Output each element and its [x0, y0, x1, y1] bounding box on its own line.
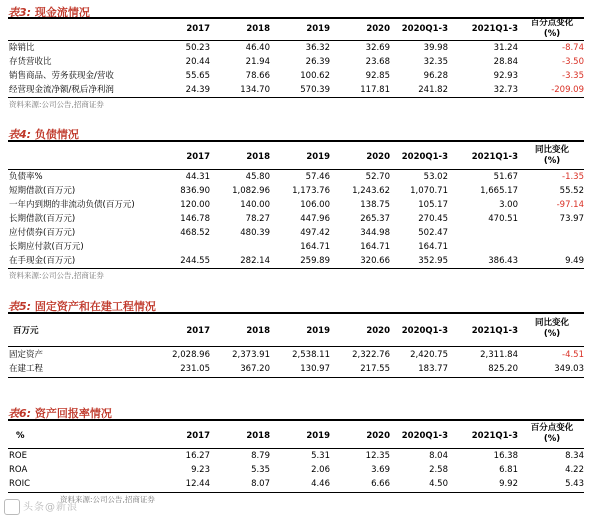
- t5-cell: 231.05: [180, 364, 210, 374]
- t4-cell: 1,665.17: [480, 186, 518, 196]
- t5-col-2021q13: 2021Q1-3: [471, 326, 518, 336]
- t3-change-cell: -3.50: [562, 57, 584, 67]
- t4-row-label: 负债率%: [9, 172, 43, 182]
- t6-cell: 12.35: [365, 451, 390, 461]
- t3-change-l1: 百分点变化: [530, 18, 574, 28]
- t3-change-cell: -3.35: [562, 71, 584, 81]
- t4-header-rule: [8, 169, 584, 170]
- t3-source: 资料来源:公司公告,招商证券: [9, 100, 104, 109]
- t5-change-l1: 同比变化: [534, 318, 569, 328]
- t3-row-label: 存货营收比: [9, 57, 52, 67]
- t4-cell: 1,070.71: [410, 186, 448, 196]
- t4-cell: 1,082.96: [232, 186, 270, 196]
- t6-cell: 9.23: [191, 465, 210, 475]
- t4-col-2019: 2019: [306, 152, 330, 162]
- t3-row-label: 除销比: [9, 43, 35, 53]
- t4-cell: 53.02: [423, 172, 448, 182]
- t4-cell: 480.39: [240, 228, 270, 238]
- t5-col-change: [520, 318, 584, 340]
- t4-row-label: 在手现金(百万元): [9, 256, 76, 266]
- t6-col-change: [520, 423, 584, 445]
- t4-cell: 164.71: [300, 242, 330, 252]
- t6-cell: 6.66: [371, 479, 390, 489]
- table5-top-rule: [8, 312, 584, 314]
- table3-title-text: 现金流情况: [34, 6, 90, 19]
- t4-cell: 1,243.62: [352, 186, 390, 196]
- t4-cell: 44.31: [185, 172, 210, 182]
- t3-cell: 32.69: [365, 43, 390, 53]
- t4-cell: 105.17: [418, 200, 448, 210]
- t3-cell: 21.94: [245, 57, 270, 67]
- t3-change-l2: (%): [543, 29, 561, 39]
- t5-cell: 2,311.84: [480, 350, 518, 360]
- t6-row-label: ROE: [9, 451, 27, 461]
- t5-row-label: 固定资产: [9, 350, 44, 360]
- table5-number: 表5:: [8, 300, 32, 313]
- t3-col-2020: 2020: [366, 24, 390, 34]
- table3-number: 表3:: [8, 6, 32, 19]
- table4-title-text: 负债情况: [34, 128, 79, 141]
- t4-cell: 502.47: [418, 228, 448, 238]
- t4-col-change: [520, 145, 584, 167]
- t6-bottom-rule: [8, 492, 584, 493]
- t5-cell: 2,420.75: [410, 350, 448, 360]
- t3-cell: 92.93: [493, 71, 518, 81]
- t6-col-2021q13: 2021Q1-3: [471, 431, 518, 441]
- t4-cell: 164.71: [418, 242, 448, 252]
- t6-cell: 4.50: [429, 479, 448, 489]
- t4-row-label: 长期应付款(百万元): [9, 242, 84, 252]
- t5-bottom-rule: [8, 377, 584, 378]
- t6-change-l1: 百分点变化: [530, 423, 574, 433]
- t5-cell: 2,538.11: [292, 350, 330, 360]
- table4-number: 表4:: [8, 128, 32, 141]
- t4-row-label: 应付债券(百万元): [9, 228, 76, 238]
- t5-header-rule: [8, 346, 584, 347]
- t3-row-label: 经营现金流净额/税后净利润: [9, 85, 114, 95]
- t4-col-2020q13: 2020Q1-3: [401, 152, 448, 162]
- t3-cell: 28.84: [493, 57, 518, 67]
- t4-cell: 386.43: [488, 256, 518, 266]
- t6-cell: 16.27: [185, 451, 210, 461]
- table3-top-rule: [8, 17, 584, 19]
- t4-change-cell: 9.49: [565, 256, 584, 266]
- t6-cell: 8.79: [251, 451, 270, 461]
- t3-row-label: 销售商品、劳务获现金/营收: [9, 71, 114, 81]
- t4-cell: 836.90: [180, 186, 210, 196]
- t6-header-rule: [8, 448, 584, 449]
- t3-col-2021q13: 2021Q1-3: [471, 24, 518, 34]
- t4-cell: 282.14: [240, 256, 270, 266]
- watermark-text: 头条@新浪: [23, 502, 78, 513]
- t4-change-cell: 55.52: [559, 186, 584, 196]
- t4-change-l1: 同比变化: [534, 145, 569, 155]
- t6-col-2020q13: 2020Q1-3: [401, 431, 448, 441]
- t6-cell: 2.06: [311, 465, 330, 475]
- t4-row-label: 长期借款(百万元): [9, 214, 76, 224]
- t4-cell: 120.00: [180, 200, 210, 210]
- t6-col-2020: 2020: [366, 431, 390, 441]
- t6-cell: 5.35: [251, 465, 270, 475]
- t4-cell: 497.42: [300, 228, 330, 238]
- t5-cell: 2,322.76: [352, 350, 390, 360]
- t6-change-cell: 8.34: [565, 451, 584, 461]
- t5-row-label: 在建工程: [9, 364, 44, 374]
- t3-cell: 32.35: [423, 57, 448, 67]
- t4-cell: 344.98: [360, 228, 390, 238]
- t4-cell: 52.70: [365, 172, 390, 182]
- t4-cell: 51.67: [493, 172, 518, 182]
- table6-title-text: 资产回报率情况: [34, 407, 112, 420]
- watermark: [4, 498, 78, 515]
- t5-unit-label: 百万元: [13, 326, 39, 336]
- t4-row-label: 一年内到期的非流动负债(百万元): [9, 200, 135, 210]
- t6-change-cell: 5.43: [565, 479, 584, 489]
- t3-cell: 32.73: [493, 85, 518, 95]
- t3-cell: 134.70: [240, 85, 270, 95]
- t3-col-change: [520, 18, 584, 40]
- t4-cell: 57.46: [305, 172, 330, 182]
- t5-cell: 2,373.91: [232, 350, 270, 360]
- t3-change-cell: -209.09: [551, 85, 584, 95]
- t3-col-2017: 2017: [186, 24, 210, 34]
- t5-cell: 183.77: [418, 364, 448, 374]
- t3-cell: 92.85: [365, 71, 390, 81]
- t6-cell: 6.81: [499, 465, 518, 475]
- t5-col-2019: 2019: [306, 326, 330, 336]
- t4-cell: 447.96: [300, 214, 330, 224]
- t4-col-2021q13: 2021Q1-3: [471, 152, 518, 162]
- watermark-logo-icon: [4, 499, 20, 515]
- t4-source: 资料来源:公司公告,招商证券: [9, 271, 104, 280]
- t3-cell: 46.40: [245, 43, 270, 53]
- t4-col-2018: 2018: [246, 152, 270, 162]
- t5-col-2020q13: 2020Q1-3: [401, 326, 448, 336]
- t6-col-2018: 2018: [246, 431, 270, 441]
- t6-col-2017: 2017: [186, 431, 210, 441]
- t3-col-2019: 2019: [306, 24, 330, 34]
- table5-title-text: 固定资产和在建工程情况: [34, 300, 156, 313]
- t4-cell: 270.45: [418, 214, 448, 224]
- t5-cell: 130.97: [300, 364, 330, 374]
- t5-change-cell: -4.51: [562, 350, 584, 360]
- t6-source: 资料来源:公司公告,招商证券: [60, 495, 155, 504]
- t6-cell: 16.38: [493, 451, 518, 461]
- t6-cell: 9.92: [499, 479, 518, 489]
- t5-cell: 367.20: [240, 364, 270, 374]
- t4-cell: 3.00: [499, 200, 518, 210]
- t4-cell: 265.37: [360, 214, 390, 224]
- t6-cell: 8.07: [251, 479, 270, 489]
- t6-cell: 8.04: [429, 451, 448, 461]
- t3-cell: 23.68: [365, 57, 390, 67]
- t4-cell: 352.95: [418, 256, 448, 266]
- table6-number: 表6:: [8, 407, 32, 420]
- t3-header-rule: [8, 40, 584, 41]
- t3-cell: 117.81: [360, 85, 390, 95]
- t3-cell: 20.44: [185, 57, 210, 67]
- t5-col-2018: 2018: [246, 326, 270, 336]
- t4-cell: 140.00: [240, 200, 270, 210]
- t6-cell: 2.58: [429, 465, 448, 475]
- t5-change-cell: 349.03: [554, 364, 584, 374]
- t6-change-cell: 4.22: [565, 465, 584, 475]
- t4-change-cell: -1.35: [562, 172, 584, 182]
- t5-cell: 825.20: [488, 364, 518, 374]
- t3-col-2020q13: 2020Q1-3: [401, 24, 448, 34]
- t4-col-2017: 2017: [186, 152, 210, 162]
- t4-cell: 259.89: [300, 256, 330, 266]
- t4-cell: 106.00: [300, 200, 330, 210]
- t4-change-cell: -97.14: [556, 200, 584, 210]
- t4-cell: 45.80: [245, 172, 270, 182]
- t5-cell: 217.55: [360, 364, 390, 374]
- t6-col-2019: 2019: [306, 431, 330, 441]
- t3-cell: 24.39: [185, 85, 210, 95]
- t4-row-label: 短期借款(百万元): [9, 186, 76, 196]
- t3-cell: 31.24: [493, 43, 518, 53]
- t4-cell: 138.75: [360, 200, 390, 210]
- t4-cell: 78.27: [245, 214, 270, 224]
- t3-cell: 39.98: [423, 43, 448, 53]
- t3-change-cell: -8.74: [562, 43, 584, 53]
- t4-cell: 320.66: [360, 256, 390, 266]
- t3-cell: 241.82: [418, 85, 448, 95]
- t4-change-l2: (%): [543, 156, 561, 166]
- t3-cell: 570.39: [300, 85, 330, 95]
- t4-col-2020: 2020: [366, 152, 390, 162]
- t3-cell: 100.62: [300, 71, 330, 81]
- t4-bottom-rule: [8, 268, 584, 269]
- t6-row-label: ROIC: [9, 479, 31, 489]
- t6-cell: 3.69: [371, 465, 390, 475]
- t5-col-2017: 2017: [186, 326, 210, 336]
- t3-cell: 96.28: [423, 71, 448, 81]
- t3-bottom-rule: [8, 97, 584, 98]
- t5-change-l2: (%): [543, 329, 561, 339]
- t4-cell: 468.52: [180, 228, 210, 238]
- t4-cell: 244.55: [180, 256, 210, 266]
- table4-top-rule: [8, 140, 584, 142]
- t4-change-cell: 73.97: [559, 214, 584, 224]
- table6-top-rule: [8, 419, 584, 421]
- t6-cell: 4.46: [311, 479, 330, 489]
- t4-cell: 470.51: [488, 214, 518, 224]
- t6-cell: 12.44: [185, 479, 210, 489]
- t4-cell: 146.78: [180, 214, 210, 224]
- t4-cell: 1,173.76: [292, 186, 330, 196]
- t5-col-2020: 2020: [366, 326, 390, 336]
- t5-cell: 2,028.96: [172, 350, 210, 360]
- t3-cell: 36.32: [305, 43, 330, 53]
- t6-row-label: ROA: [9, 465, 28, 475]
- t6-unit-label: %: [16, 431, 25, 441]
- t3-cell: 55.65: [185, 71, 210, 81]
- t3-col-2018: 2018: [246, 24, 270, 34]
- t3-cell: 78.66: [245, 71, 270, 81]
- t6-cell: 5.31: [311, 451, 330, 461]
- t3-cell: 26.39: [305, 57, 330, 67]
- t6-change-l2: (%): [543, 434, 561, 444]
- t4-cell: 164.71: [360, 242, 390, 252]
- t3-cell: 50.23: [185, 43, 210, 53]
